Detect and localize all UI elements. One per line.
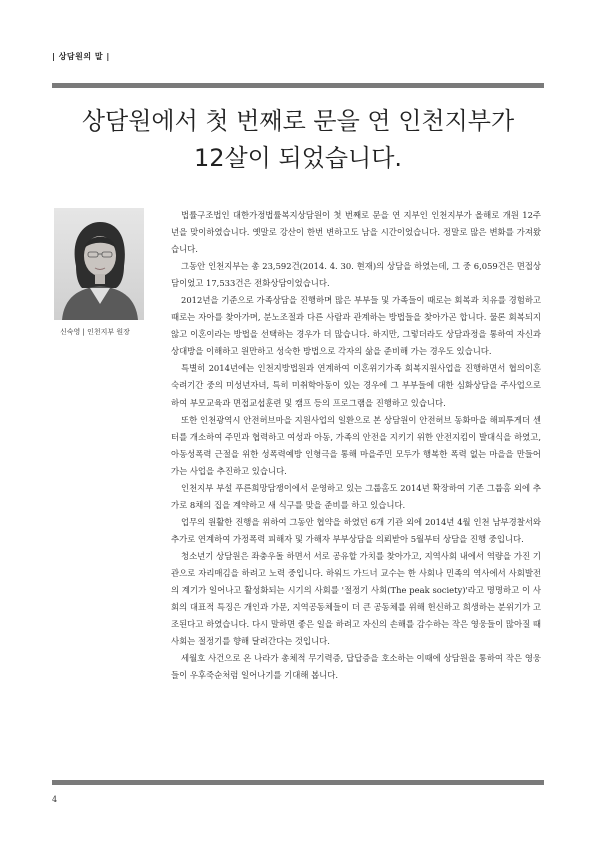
body-paragraph: 세월호 사건으로 온 나라가 총체적 무기력증, 답답증을 호소하는 이때에 상담원을 통하여 작은 영웅들이 우후죽순처럼 일어나기를 기대해 봅니다. <box>171 653 541 681</box>
author-caption: 신숙영 | 인천지부 원장 <box>60 328 130 336</box>
body-paragraph: 그동안 인천지부는 총 23,592건(2014. 4. 30. 현재)의 상담을 하였는데, 그 중 6,059건은 면접상담이었고 17,533건은 전화상담이었습니다. <box>171 261 541 289</box>
article-body <box>171 207 541 684</box>
bottom-divider <box>52 780 544 785</box>
page-number: 4 <box>52 795 58 804</box>
title-line-2: 12살이 되었습니다. <box>193 144 403 172</box>
body-paragraph: 업무의 원활한 진행을 위하여 그동안 협약을 하였던 6개 기관 외에 2014년 4월 인천 남부경찰서와 추가로 연계하여 가정폭력 피해자 및 가해자 부부상담을 의뢰받아 5월부터 상담을 진행 중입니다. <box>171 516 541 544</box>
body-paragraph: 특별히 2014년에는 인천지방법원과 연계하여 이혼위기가족 회복지원사업을 진행하면서 협의이혼 숙려기간 중의 미성년자녀, 특히 미취학아동이 있는 경우에 그 부부들에 대한 심화상담을 주사업으로 하여 부모교육과 면접교섭훈련 및 캠프 등의 프로그램을 진행하고 있습니다. <box>171 363 541 408</box>
title-line-1: 상담원에서 첫 번째로 문을 연 인천지부가 <box>81 107 515 135</box>
section-tag: | 상담원의 말 | <box>52 52 110 61</box>
top-divider <box>52 83 544 88</box>
body-paragraph: 또한 인천광역시 안전허브마을 지원사업의 일환으로 본 상담원이 안전허브 동화마을 해피투게더 센터를 개소하여 주민과 협력하고 여성과 아동, 가족의 안전을 지키기 위한 안전지킴이 발대식을 하였고, 아동성폭력 근절을 위한 성폭력예방 인형극을 통해 마을주민 모두가 행복한 폭력 없는 마을을 만들어가는 사업을 추진하고 있습니다. <box>171 414 541 476</box>
article-title <box>52 103 544 177</box>
body-paragraph: 법률구조법인 대한가정법률복지상담원이 첫 번째로 문을 연 지부인 인천지부가 올해로 개원 12주년을 맞이하였습니다. 옛말로 강산이 한번 변하고도 남을 시간이었습니다. 정말로 많은 변화를 가져왔습니다. <box>171 210 541 255</box>
body-paragraph: 인천지부 부설 푸른희망담쟁이에서 운영하고 있는 그룹홈도 2014년 확장하여 기존 그룹홈 외에 추가로 8채의 집을 계약하고 새 식구를 맞을 준비를 하고 있습니다. <box>171 482 541 510</box>
author-photo <box>54 208 144 320</box>
body-paragraph: 2012년을 기준으로 가족상담을 진행하며 많은 부부들 및 가족들이 때로는 회복과 치유를 경험하고 때로는 자아를 찾아가며, 분노조절과 다른 사람과 관계하는 방법들을 찾아가곤 합니다. 물론 회복되지 않고 이혼이라는 방법을 선택하는 경우가 더 많습니다. 하지만, 그렇더라도 상담과정을 통하여 자신과 상대방을 이해하고 원만하고 성숙한 방법으로 각자의 삶을 준비해 가는 경우도 있습니다. <box>171 295 541 357</box>
body-paragraph: 청소년기 상담원은 좌충우돌 하면서 서로 공유할 가치를 찾아가고, 지역사회 내에서 역량을 가진 기관으로 자리매김을 하려고 노력 중입니다. 하워드 가드너 교수는 한 사회나 민족의 역사에서 사회발전의 계기가 일어나고 활성화되는 시기의 사회를 '절정기 사회(The peak society)'라고 명명하고 이 사회의 대표적 특징은 개인과 가문, 지역공동체들이 더 큰 공동체를 위해 헌신하고 희생하는 분위기가 고조된다고 하였습니다. 다시 말하면 좋은 일을 하려고 자신의 손해를 감수하는 작은 영웅들이 많아질 때 사회는 절정기를 향해 달려간다는 것입니다. <box>171 550 541 647</box>
author-portrait-image <box>54 208 144 320</box>
